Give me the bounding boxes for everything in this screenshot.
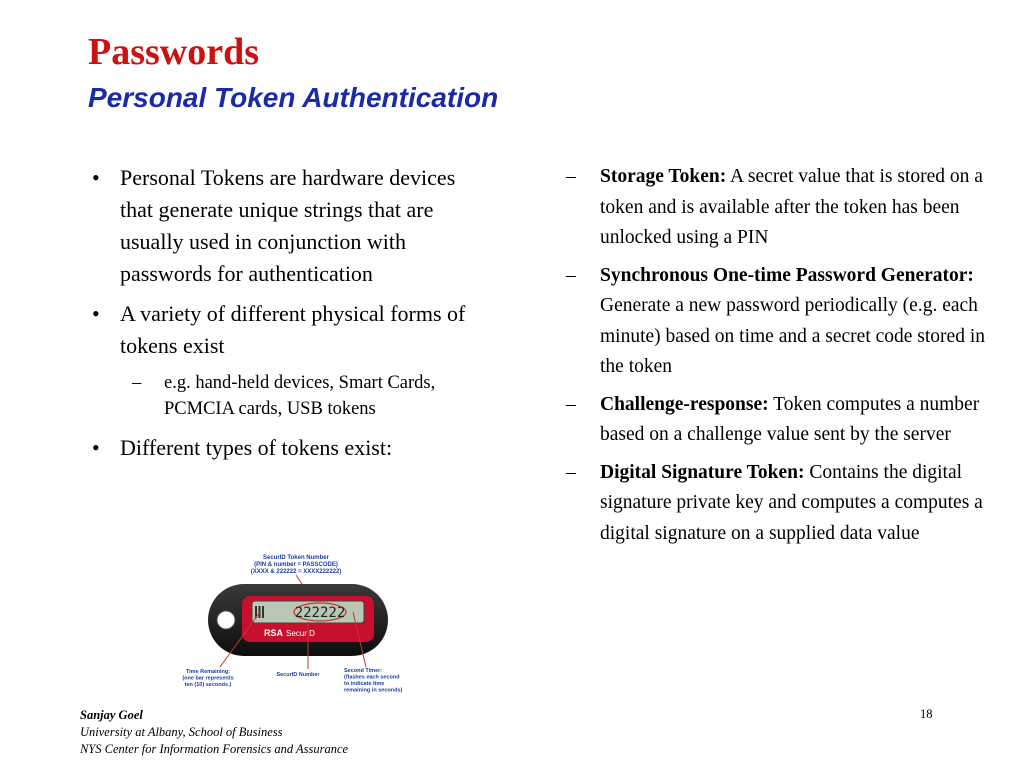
- token-type-desc: Contains the digital signature private key and computes a computes a digital signature on a supplied data value: [600, 461, 983, 544]
- securid-logo: SecurID: [286, 629, 315, 638]
- second-timer-label: (flashes each second: [344, 674, 400, 681]
- time-remaining-label: Time Remaining:: [185, 669, 231, 675]
- token-type-term: Digital Signature Token:: [600, 461, 805, 483]
- keyring-hole: [217, 611, 235, 629]
- token-type-term: Synchronous One-time Password Generator:: [600, 264, 974, 286]
- token-type-term: Challenge-response:: [600, 393, 769, 415]
- footer: [80, 707, 348, 758]
- top-label-line: (XXXX & 222222 = XXXX222222): [250, 569, 342, 575]
- bullet-item: • A variety of different physical forms of tokens exist: [86, 298, 486, 362]
- slide-title: Passwords: [88, 31, 260, 73]
- rsa-logo: RSA: [264, 628, 284, 638]
- dash-marker: –: [566, 264, 576, 286]
- top-label-line: (PIN & number = PASSCODE): [254, 562, 338, 568]
- time-remaining-label: ten (10) seconds.): [184, 682, 232, 688]
- second-timer-label: remaining in seconds): [344, 687, 403, 694]
- token-type-term: Storage Token:: [600, 166, 727, 187]
- footer-affiliation: University at Albany, School of Business: [80, 725, 283, 739]
- page-number: 18: [920, 707, 933, 721]
- slide-subtitle: Personal Token Authentication: [88, 82, 499, 113]
- dash-marker: –: [566, 393, 576, 415]
- lcd-digits: 222222: [294, 605, 346, 621]
- token-type-item: [564, 162, 994, 254]
- token-type-item: [564, 390, 994, 451]
- token-type-desc: Generate a new password periodically (e.g. each minute) based on time and a secret code stored in the token: [600, 295, 985, 377]
- second-timer-label: Second Timer:: [344, 668, 383, 674]
- footer-author: Sanjay Goel: [80, 708, 143, 722]
- bullet-item: • Different types of tokens exist:: [86, 432, 486, 464]
- securid-number-label: SecurID Number: [276, 672, 320, 678]
- second-timer-label: to indicate time: [344, 681, 385, 687]
- securid-token-figure: [168, 550, 428, 700]
- bullet-item: • Personal Tokens are hardware devices that generate unique strings that are usually used in conjunction with passwords for authentication: [86, 162, 486, 290]
- token-type-item: [564, 261, 994, 383]
- top-label-line: SecurID Token Number: [263, 555, 329, 561]
- dash-marker: –: [132, 373, 142, 393]
- dash-marker: –: [566, 166, 576, 187]
- token-type-desc: A secret value that is stored on a token and is available after the token has been unlocked using a PIN: [600, 166, 983, 248]
- token-type-item: [564, 458, 994, 550]
- right-column: [564, 162, 994, 556]
- footer-center: NYS Center for Information Forensics and Assurance: [80, 742, 349, 756]
- left-column: [86, 162, 486, 472]
- token-type-desc: Token computes a number based on a challenge value sent by the server: [600, 393, 980, 445]
- time-remaining-label: (one bar represents: [182, 675, 234, 682]
- sub-bullet-item: [132, 370, 486, 422]
- dash-marker: –: [566, 461, 576, 483]
- sub-bullet-text: e.g. hand-held devices, Smart Cards, PCMCIA cards, USB tokens: [164, 373, 436, 419]
